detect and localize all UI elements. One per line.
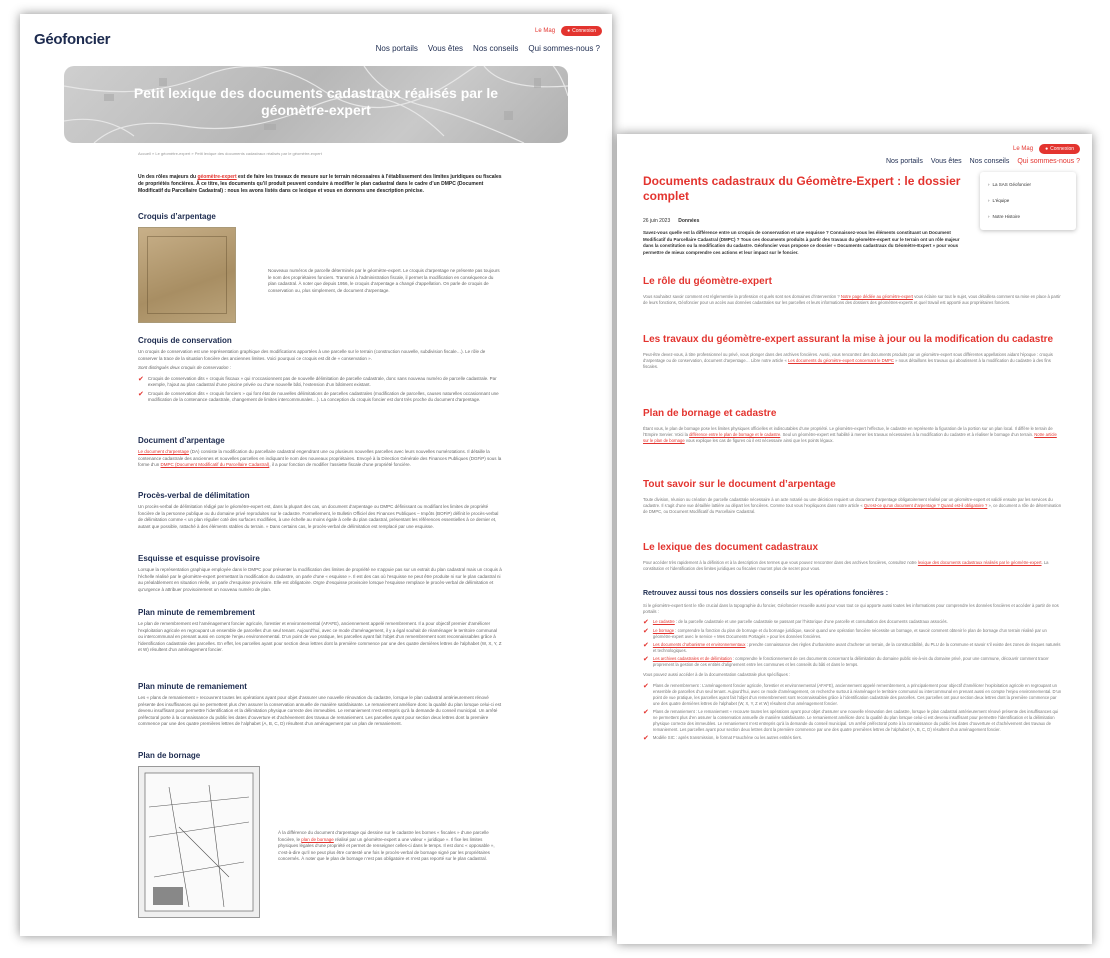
cadastre-link[interactable]: Le cadastre	[652, 619, 675, 625]
chevron-right-icon: ›	[988, 197, 990, 203]
main-nav	[376, 44, 600, 53]
connexion-label: Connexion	[1050, 146, 1074, 152]
connexion-button[interactable]	[561, 26, 602, 36]
check-icon: ✔	[643, 656, 649, 664]
right-page-screenshot	[617, 134, 1092, 944]
article-lead: Savez-vous quelle est la différence entre un croquis de conservation et une esquisse ? Connaissez-vous les éléments constituant un Document Modificatif du Parcellaire Cadastral (DMPC) ? Tous ces documents produits à partir des travaux du géomètre-expert sur le terrain ont un rôle majeur dans la constitution ou la modification du cadastre. Géofoncier vous propose ce dossier « Documents cadastraux du Géomètre-Expert » pour vous permettre de mieux comprendre ces actions et leur impact sur le foncier.	[643, 230, 960, 255]
hero-banner	[64, 66, 568, 143]
section-croquis-conservation: Croquis de conservation Un croquis de conservation est une représentation graphique des modifications apportées à une parcelle sur le terrain (construction nouvelle, subdivision fiscale…). Le rôle de conserver la trace de la situation foncière des anciennes limites. Voici pourquoi ce croquis est dit de « conservation ». Sont distingués deux croquis de conservation : ✔ Croquis de conservation dits « croquis fiscaux » qui n’occasionnent pas de nouvelle délimitation de parcelle cadastrale, donc sans nouveau numéro de parcelle cadastrale. Par exemple, l’ajout au plan cadastral d’une piscine privée ou d’une nouvelle bâti, l’extension d’un bâtiment existant. ✔ Croquis de conservation dits « croquis fonciers » qui font état de nouvelles délimitations de parcelles cadastrales (modification de parcelles, causes naturelles occasionnant une modification de la contenance cadastrale, changement de limites intercommunales…). La conception du croquis foncier est dont très proche du document d’arpentage.	[138, 336, 502, 404]
connexion-label: Connexion	[572, 28, 596, 34]
lexique-link[interactable]: lexique des documents cadastraux réalisés par le géomètre-expert	[917, 560, 1042, 565]
archives-link[interactable]: Les archives cadastrales et de délimitation	[652, 656, 732, 662]
connexion-button[interactable]	[1039, 144, 1080, 154]
section-role: Le rôle du géomètre-expert Vous souhaitez savoir comment est réglementée la profession et quels sont ses domaines d’intervention ? Notre page dédiée au géomètre-expert vous éclaire sur tout le sujet, vous détaillera comment sa mise en place à partir de leurs fonctions, Géofoncier pour un accès aux données cadastrales sur les parcelles et leurs informations des dossiers des géomètres-experts et quel travail est apporté aux propriétaires fonciers.	[643, 276, 1061, 306]
section-bornage: Plan de bornage et cadastre Étant vous, le plan de bornage pose les limites physiques officielles et indiscutables d’une propriété. Le géomètre-expert l’effectue, le cadastre en représente la figuration de la portion sur un plan local. Il diffère le terrain de l’Empire Servier. Voici la différence entre le plan de bornage et le cadastre. Seul un géomètre-expert est habilité à mener les travaux nécessaires à la modification du cadastre et à réaliser le bornage d’un terrain. Notre article sur le plan de bornage vous explique les cas de figures où il est nécessaire ainsi que les points légaux.	[643, 408, 1057, 444]
intro-paragraph: Un des rôles majeurs du géomètre-expert est de faire les travaux de mesure sur le terrain nécessaires à l’établissement des limites juridiques ou fiscales de propriétés foncières. À ce titre, les documents qu’il produit peuvent conduire à modifier le plan cadastral dans le cadre d’un DMPC (Document Modificatif du Parcellaire Cadastral) : nous les avons listés dans ce lexique et vous en donnons une description précise.	[138, 174, 502, 194]
left-page-screenshot	[20, 14, 612, 936]
nav-qui-sommes-nous[interactable]: Qui sommes-nous ?	[528, 44, 600, 53]
section-lexique: Le lexique des document cadastraux Pour accéder très rapidement à la définition et à la description des termes que vous pouvez rencontrer dans des archives foncières, consultez notre lexique des documents cadastraux réalisés par le géomètre-expert. La constitution et l’identification des limites juridiques ou fiscales n’auront plus de secret pour vous.	[643, 542, 1049, 572]
category-tag: Données	[678, 218, 700, 224]
dropdown-item-sas[interactable]: › La SAS Géofoncier	[988, 181, 1032, 187]
croquis-arpentage-image	[138, 227, 236, 323]
le-mag-link[interactable]: Le Mag	[1013, 146, 1034, 152]
section-proces-verbal: Procès-verbal de délimitation Un procès-verbal de délimitation rédigé par le géomètre-expert est, dans la plupart des cas, un document d’arpentage ou DMPC définissant ou modifiant les limites de propriété foncière de la personne publique ou du domaine privé reproduites sur le cadastre. Formellement, le Bulletin Officiel des Finances Publiques – Impôts (BOFiP) définit le procès-verbal de délimitation comme « un plan régulier coté des surfaces modifiées, à une échelle au moins égale à celle du plan cadastral, présentant les références essentielles à ce dernier et, autant que possible, rattaché à des éléments stables du terrain. » Dans certains cas, le procès-verbal de délimitation est remplacé par une esquisse.	[138, 491, 499, 529]
section-croquis-arpentage-title: Croquis d’arpentage	[138, 212, 216, 221]
plan-drawing-graphic	[139, 767, 259, 917]
check-icon: ✔	[643, 734, 649, 742]
dropdown-item-histoire[interactable]: › Notre Histoire	[988, 213, 1021, 219]
plan-bornage-link[interactable]: plan de bornage	[301, 836, 334, 842]
user-icon: ●	[1045, 146, 1049, 152]
page-title: Petit lexique des documents cadastraux réalisés par le géomètre-expert	[133, 85, 499, 118]
section-retrouvez: Retrouvez aussi tous nos dossiers conseils sur les opérations foncières : Si le géomètre-expert tient le rôle crucial dans la topographie du foncier, Géofoncier recueille aussi pour vous tout ce qui apporte aussi toutes les informations pour comprendre les données foncières et accéder à partir de nos portails : ✔ Le cadastre : de la parcelle cadastrale et une parcelle cadastrale se passant par l’historique d’une parcelle et consultation des documents cadastraux associés. ✔ Le bornage : comprendre la fonction du plan de bornage et du bornage juridique, savoir quand une opération foncière nécessite un bornage, et savoir comment obtenir le plan de bornage d’un terrain réalisé par un géomètre-expert avec le service « Mes Documents Portagés » pour les données foncières. ✔ Les documents d’urbanisme et environnementaux : prendre connaissance des règles d’urbanisme avant d’acheter un terrain, de la constructibilité, du PLU de la commune et savoir s’il existe des zones de risques naturels et technologiques. ✔ Les archives cadastrales et de délimitation : comprendre le fonctionnement de ces documents concernant la délimitation du domaine public vis-à-vis du domaine privé, pour une commune, découvrir comment tracer proprement la gestion de ces entités d’alignement entre les communes et les conseils du bâti et dans le temps. Vous pouvez aussi accéder à de la documentation cadastrale plus spécifiques : ✔ Plans de remembrement : L’aménagement foncier agricole, forestier et environnemental (AFAFE), anciennement appelé remembrement, a principalement pour objectif d’améliorer l’exploitation agricole en regroupant un ensemble de parcelles d’un seul tenant. Aujourd’hui, avec ce mode d’aménagement, on recherche surtout à réaménager le territoire communal ou intercommunal en prenant aussi en compte l’enjeu environnemental. D’un point de vue pratique, les parcelles ayant fait l’objet d’un remembrement sont reconnaissables grâce à l’identification cadastrale des parcelles. Ces parcelles ont pour section deux lettres dont la première commence par une des quatre dernières lettres de l’alphabet (W, X, Y, Z et W) résultent d’un aménagement foncier. ✔ Plans de remaniement : Le remaniement « recouvre toutes les opérations ayant pour objet d’assurer une nouvelle rénovation des cadastre, lorsque le plan cadastral antérieurement rénové présente des insuffisances qui ne permettent plus d’en assurer la conservation annuelle de manière satisfaisante. Le remaniement améliore donc la qualité du plan lorsque celui-ci est devenu insuffisant pour permettre l’identification et la délimitation physique correcte des immeubles. Le remaniement n’est entrepris qu’à la demande du conseil municipal. Un arrêté préfectoral porte à la connaissance du public les dates d’ouverture et d’achèvement des travaux de remaniement. Les parcelles ayant pour section deux lettres dont la première commence par une des quatre premières lettres de l’alphabet (A, B, C, D) résultent d’un aménagement foncier. ✔ Modèle SIC : après transmission, le format Frauchène ou les autres entités tiers.	[643, 590, 1062, 742]
list-item: ✔ Plans de remaniement : Le remaniement « recouvre toutes les opérations ayant pour objet d’assurer une nouvelle rénovation des cadastre, lorsque le plan cadastral antérieurement rénové présente des insuffisances qui ne permettent plus d’en assurer la conservation annuelle de manière satisfaisante. Le remaniement améliore donc la qualité du plan lorsque celui-ci est devenu insuffisant pour permettre l’identification et la délimitation physique correcte des immeubles. Le remaniement n’est entrepris qu’à la demande du conseil municipal. Un arrêté préfectoral porte à la connaissance du public les dates d’ouverture et d’achèvement des travaux de remaniement. Les parcelles ayant pour section deux lettres dont la première commence par une des quatre premières lettres de l’alphabet (A, B, C, D) résultent d’un aménagement foncier.	[643, 708, 1059, 732]
check-icon: ✔	[643, 682, 649, 690]
le-mag-link[interactable]: Le Mag	[535, 28, 556, 34]
geometre-expert-page-link[interactable]: Notre page dédiée au géomètre-expert	[840, 294, 914, 299]
list-item: ✔ Croquis de conservation dits « croquis fonciers » qui font état de nouvelles délimitations de parcelles cadastrales (modification de parcelles, causes naturelles occasionnant une modification de la contenance cadastrale, changement de limites intercommunales…). La conception du croquis foncier est dont très proche du document d’arpentage.	[138, 390, 499, 402]
geofoncier-logo[interactable]: Géofoncier	[34, 31, 111, 48]
qui-sommes-nous-dropdown	[980, 172, 1076, 230]
nav-nos-portails[interactable]: Nos portails	[375, 44, 418, 53]
document-arpentage-link[interactable]: Qu’est-ce qu’un document d’arpentage ? Quand est-il obligatoire ?	[863, 503, 988, 509]
check-icon: ✔	[643, 642, 649, 650]
breadcrumb[interactable]: Accueil » Le géomètre-expert » Petit lexique des documents cadastraux réalisés par le géomètre-expert	[138, 151, 322, 156]
check-icon: ✔	[643, 619, 649, 627]
dmpc-link[interactable]: DMPC (Document Modificatif du Parcellaire Cadastral)	[160, 462, 270, 467]
list-item: ✔ Le bornage : comprendre la fonction du plan de bornage et du bornage juridique, savoir quand une opération foncière nécessite un bornage, et savoir comment obtenir le plan de bornage d’un terrain réalisé par un géomètre-expert avec le service « Mes Documents Portagés » pour les données foncières.	[643, 628, 1047, 640]
user-icon: ●	[567, 28, 571, 34]
dropdown-item-equipe[interactable]: › L’équipe	[988, 197, 1010, 203]
section-travaux: Les travaux du géomètre-expert assurant la mise à jour ou la modification du cadastre Peut-être devez-vous, à titre professionnel ou privé, vous plonger dans des archives foncières. Aussi, vous rencontrez des documents produits par un géomètre-expert sous différentes appellations aidant l’époque : croquis d’arpentage ou de conservation, document d’arpentage… Libre notre article « Les documents du géomètre-expert concernant le DMPC » nous détaillons les travaux qui aboutissent à la modification du cadastre à des fins fiscales.	[643, 334, 1054, 370]
section-document-arpentage: Tout savoir sur le document d’arpentage Toute division, réunion ou création de parcelle cadastrale nécessaire à un acte notarié ou une décision requiert un document d’arpentage obligatoirement réalisé par un géomètre-expert et validé ensuite par les services du cadastre. Il s’agit d’une vue détaillée lattière au départ les foncières. Comme tout vous l’expliquons dans notre article « Qu’est-ce qu’un document d’arpentage ? Quand est-il obligatoire ? », ce document a rôle de détermination de DMPC, ou Document Modificatif du Parcellaire Cadastral.	[643, 479, 1062, 515]
nav-nos-portails[interactable]: Nos portails	[885, 158, 923, 165]
documents-dmpc-link[interactable]: Les documents du géomètre-expert concernant le DMPC	[788, 358, 894, 364]
croquis-conservation-title: Croquis de conservation	[138, 336, 232, 345]
bornage-text: À la différence du document d’arpentage qui dessine sur le cadastre les bornes « fiscales » d’une parcelle foncière, le plan de bornage réalisé par un géomètre-expert a une valeur « juridique ». Il fixe les limites physiques légales d’une propriété et permet de renseigner celles-ci dans le temps. Il est donc « opposable », c’est-à-dire qu’il ne peut plus être contesté une fois le procès-verbal de bornage signé par les propriétaires concernés. À noter que le plan de bornage n’est pas obligatoire et n’est pas reporté sur le plan cadastral.	[278, 830, 495, 861]
check-icon: ✔	[138, 375, 144, 383]
section-document-arpentage: Document d’arpentage Le document d’arpentage (DA) consiste la modification du parcellaire cadastral engendrant une ou plusieurs nouvelles parcelles avec leurs nouvelles numérotations. Il détaille la contenance cadastrale des anciennes et nouvelles parcelles en indiquant le nom des nouveaux propriétaires. Envoyé à la Direction Générale des Finances Publiques (DGFiP) sous la forme d’un DMPC (Document Modificatif du Parcellaire Cadastral), il a pour fonction de modifier l’assiette fiscale d’une propriété foncière.	[138, 436, 502, 467]
nav-nos-conseils[interactable]: Nos conseils	[473, 44, 519, 53]
article-bornage-link[interactable]: Notre article sur le plan de bornage	[643, 432, 1057, 444]
section-esquisse: Esquisse et esquisse provisoire Lorsque la représentation graphique employée dans le DMPC pour présenter la modification des limites de propriété ne s’appuie pas sur un extrait du plan cadastral mais un croquis à l’échelle réalisé par le géomètre-expert permettant la modification du cadastre, on parle d’une « esquisse ». Il est des cas où l’esquisse ne peut être produite ni sur le plan cadastral ni au préalablement en situation réelle, on parle d’esquisse provisoire. Elle est obligatoire. Orgre d’esquisse provisoire lorsque l’esquisse remplace le procès-verbal de délimitation et qu’urgence à attribuer provisoirement un nouveau numéro de plan.	[138, 554, 502, 592]
list-item: ✔ Les archives cadastrales et de délimitation : comprendre le fonctionnement de ces documents concernant la délimitation du domaine public vis-à-vis du domaine privé, pour une commune, découvrir comment tracer proprement la gestion de ces entités d’alignement entre les communes et les conseils du bâti et dans le temps.	[643, 656, 1049, 668]
urbanisme-link[interactable]: Les documents d’urbanisme et environnementaux	[652, 642, 746, 648]
list-item: ✔ Plans de remembrement : L’aménagement foncier agricole, forestier et environnemental (AFAFE), anciennement appelé remembrement, a principalement pour objectif d’améliorer l’exploitation agricole en regroupant un ensemble de parcelles d’un seul tenant. Aujourd’hui, avec ce mode d’aménagement, on recherche surtout à réaménager le territoire communal ou intercommunal en prenant aussi en compte l’enjeu environnemental. D’un point de vue pratique, les parcelles ayant fait l’objet d’un remembrement sont reconnaissables grâce à l’identification cadastrale des parcelles. Ces parcelles ont pour section deux lettres dont la première commence par une des quatre dernières lettres de l’alphabet (W, X, Y, Z et W) résultent d’un aménagement foncier.	[643, 682, 1062, 706]
check-icon: ✔	[643, 628, 649, 636]
check-icon: ✔	[643, 708, 649, 716]
geometre-expert-link[interactable]: géomètre-expert	[197, 174, 237, 180]
header-actions	[1013, 144, 1080, 154]
difference-bornage-link[interactable]: différence entre le plan de bornage et le cadastre	[689, 432, 781, 438]
nav-qui-sommes-nous[interactable]: Qui sommes-nous ?	[1017, 158, 1080, 165]
bornage-link[interactable]: Le bornage	[652, 628, 675, 634]
chevron-right-icon: ›	[988, 213, 990, 219]
list-item: ✔ Croquis de conservation dits « croquis fiscaux » qui n’occasionnent pas de nouvelle délimitation de parcelle cadastrale, donc sans nouveau numéro de parcelle cadastrale. Par exemple, l’ajout au plan cadastral d’une piscine privée ou d’une nouvelle bâti, l’extension d’un bâtiment existant.	[138, 375, 497, 387]
list-item: ✔ Les documents d’urbanisme et environnementaux : prendre connaissance des règles d’urbanisme avant d’acheter un terrain, de la constructibilité, du PLU de la commune et savoir s’il existe des zones de risques naturels et technologiques.	[643, 642, 1061, 654]
nav-nos-conseils[interactable]: Nos conseils	[969, 158, 1010, 165]
check-icon: ✔	[138, 390, 144, 398]
plan-bornage-image	[138, 766, 260, 918]
section-remaniement: Plan minute de remaniement Les « plans de remaniement » recouvrent toutes les opérations ayant pour objet d’assurer une nouvelle rénovation du cadastre, lorsque le plan cadastral antérieurement rénové présente des insuffisances qui ne permettent plus d’en assurer la conservation annuelle de manière satisfaisante. Le remaniement améliore donc la qualité du plan lorsque celui-ci est devenu insuffisant pour permettre l’identification et la délimitation physique correcte des immeubles. Le remaniement n’est entrepris qu’à la demande du conseil municipal. Un arrêté préfectoral porte à la connaissance du public les dates d’ouverture et d’achèvement des travaux de remaniement. Les parcelles ayant pour section deux lettres dont la première commence par une des quatre premières lettres de l’alphabet (A, B, C, D) résultent d’un aménagement par un plan de remaniement.	[138, 682, 502, 726]
nav-vous-etes[interactable]: Vous êtes	[930, 158, 962, 165]
list-item: ✔ Modèle SIC : après transmission, le format Frauchène ou les autres entités tiers.	[643, 734, 803, 742]
article-title-block	[643, 174, 963, 256]
document-arpentage-link[interactable]: Le document d’arpentage	[138, 449, 190, 454]
section-bornage-title: Plan de bornage	[138, 751, 201, 760]
article-title: Documents cadastraux du Géomètre-Expert : le dossier complet	[643, 174, 961, 203]
list-item: ✔ Le cadastre : de la parcelle cadastrale et une parcelle cadastrale se passant par l’historique d’une parcelle et consultation des documents cadastraux associés.	[643, 619, 948, 627]
nav-vous-etes[interactable]: Vous êtes	[427, 44, 464, 53]
main-nav	[886, 158, 1080, 165]
header-actions	[535, 26, 602, 36]
chevron-right-icon: ›	[988, 181, 990, 187]
section-remembrement: Plan minute de remembrement Le plan de remembrement est l’aménagement foncier agricole, forestier et environnemental (AFAFE), anciennement appelé remembrement. Il a pour objectif premier d’améliorer l’exploitation agricole en regroupant un ensemble de parcelles d’un seul tenant. Aujourd’hui, avec ce mode d’aménagement, il y a égal souhait de réaménager le territoire communal ou intercommunal en prenant aussi en compte l’enjeu environnemental. D’un point de vue pratique, les parcelles ayant fait l’objet d’un remembrement sont reconnaissables grâce à l’identification cadastrale des parcelles. En effet, les parcelles ayant pour section deux lettres dont la première commence par une des quatre dernières lettres de l’alphabet (W, X, Y, Z et W) résultent d’un aménagement foncier.	[138, 608, 502, 652]
article-meta: 26 juin 2023 Données	[643, 218, 700, 224]
croquis-arpentage-text: Nouveaux numéros de parcelle déterminés par le géomètre-expert. Le croquis d’arpentage ne présente pas toujours le nom des propriétaires fonciers. Transmis à l’administration fiscale, il permet la modification en conséquence du plan cadastral. À noter que depuis 1956, le croquis d’arpentage a changé d’appellation. On parle de croquis de conservation ou, plus simplement, de document d’arpentage.	[268, 268, 500, 293]
